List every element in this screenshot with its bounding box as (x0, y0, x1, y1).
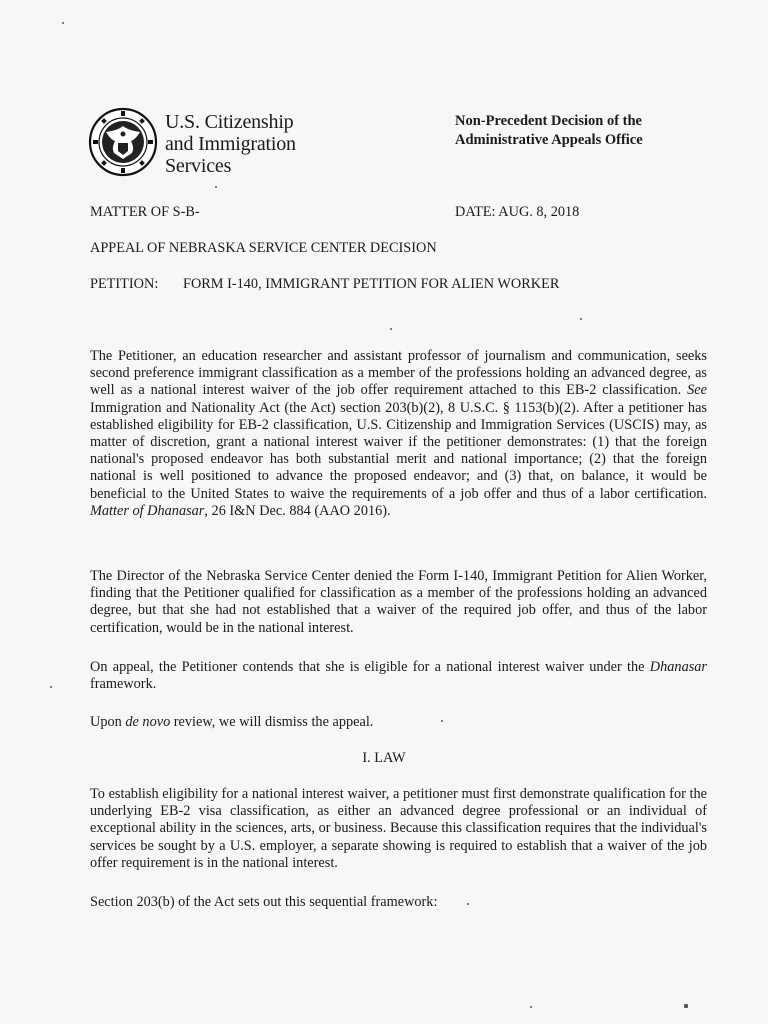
scan-speck (467, 903, 469, 905)
scan-speck (441, 720, 443, 722)
petition-value: FORM I-140, IMMIGRANT PETITION FOR ALIEN WORKER (183, 276, 560, 292)
paragraph-appeal-text-a: On appeal, the Petitioner contends that she is eligible for a national interest waiver under the (90, 659, 650, 675)
agency-line-1: U.S. Citizenship (165, 111, 294, 133)
scan-speck (530, 1006, 532, 1008)
paragraph-appeal-contention (90, 659, 707, 693)
scan-speck (390, 328, 392, 330)
agency-line-2: and Immigration (165, 133, 296, 155)
paragraph-appeal-text-b: framework. (90, 676, 157, 693)
agency-line-3: Services (165, 155, 232, 177)
paragraph-review (90, 714, 707, 731)
section-heading-law: I. LAW (362, 750, 406, 766)
scan-speck (215, 186, 217, 188)
paragraph-review-text-a: Upon (90, 714, 126, 730)
dhs-seal-logo (88, 107, 158, 177)
agency-name (165, 111, 296, 177)
paragraph-intro (90, 348, 707, 520)
decision-header-line-1: Non-Precedent Decision of the (455, 113, 642, 129)
scan-speck (580, 318, 582, 320)
date-line: DATE: AUG. 8, 2018 (455, 204, 580, 220)
see-signal: See (687, 382, 707, 399)
paragraph-intro-text-c: , 26 I&N Dec. 884 (AAO 2016). (204, 502, 391, 519)
paragraph-framework: Section 203(b) of the Act sets out this sequential framework: (90, 894, 438, 910)
scan-speck (50, 686, 52, 688)
dhanasar-italic: Dhanasar (649, 659, 707, 675)
case-citation: Matter of Dhanasar (90, 502, 205, 519)
paragraph-eligibility: To establish eligibility for a national interest waiver, a petitioner must first demonstrate qualification for the underlying EB-2 visa classification, as either an advanced degree professional or an individual of exceptional ability in the sciences, arts, or business. Because this classification requires that the individual's services be sought by a U.S. employer, a separate showing is required to establish that a waiver of the job offer requirement is in the national interest. (90, 786, 707, 871)
matter-line: MATTER OF S-B- (90, 204, 200, 220)
paragraph-director-decision: The Director of the Nebraska Service Center denied the Form I-140, Immigrant Petition for Alien Worker, finding that the Petitioner qualified for classification as a member of the professions holding an advanced degree, but that she had not established that a waiver of the required job offer, and thus of the labor certification, would be in the national interest. (90, 568, 707, 636)
decision-header-line-2: Administrative Appeals Office (455, 132, 643, 148)
scan-speck (62, 22, 64, 24)
paragraph-review-text-b: review, we will dismiss the appeal. (170, 714, 374, 730)
scan-speck (684, 1004, 688, 1008)
appeal-line: APPEAL OF NEBRASKA SERVICE CENTER DECISION (90, 240, 437, 256)
decision-header (455, 112, 643, 150)
paragraph-intro-text-a: The Petitioner, an education researcher and assistant professor of journalism and communication, seeks second preference immigrant classification as a member of the professions holding an advanced degree, as well as a national interest waiver of the job offer requirement attached to this EB-2 classification. (90, 348, 707, 399)
petition-label: PETITION: (90, 276, 159, 292)
de-novo-italic: de novo (125, 714, 171, 730)
paragraph-intro-text-b: Immigration and Nationality Act (the Act) section 203(b)(2), 8 U.S.C. § 1153(b)(2). After a petitioner has established eligibility for EB-2 classification, U.S. Citizenship and Immigration Services (USCIS) may, as matter of discretion, grant a national interest waiver if the petitioner demonstrates: (1) that the foreign national's proposed endeavor has both substantial merit and national importance; (2) that the foreign national is well positioned to advance the proposed endeavor; and (3) that, on balance, it would be beneficial to the United States to waive the requirements of a job offer and thus of a labor certification. (90, 399, 707, 502)
